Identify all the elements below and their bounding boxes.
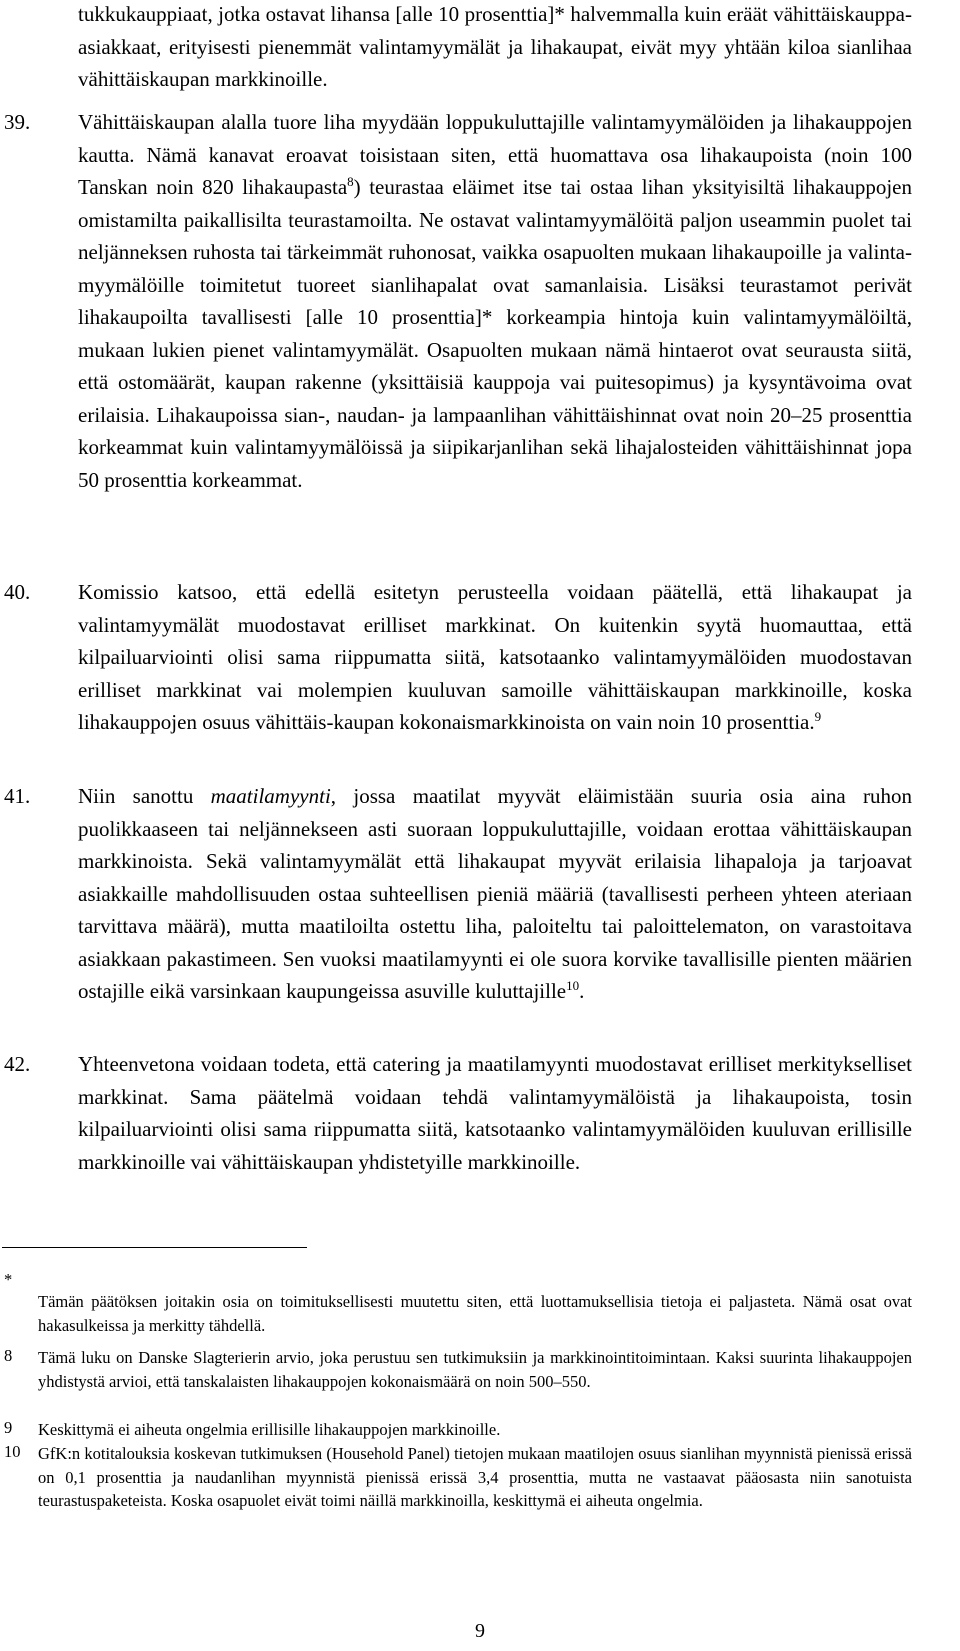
paragraph-text: tukkukauppiaat, jotka ostavat lihansa [alle 10 prosenttia]* halvemmalla kuin eräät vähittäiskauppa-asiakkaat, erityisesti pienemmät valintamyymälät ja lihakaupat, eivät myy yhtään kiloa sianlihaa vähittäiskaupan markkinoille. (78, 2, 912, 91)
footnote-separator (2, 1247, 307, 1248)
paragraph-text: Yhteenvetona voidaan todeta, että catering ja maatilamyynti muodostavat erilliset merkitykselliset markkinat. Sama päätelmä voidaan tehdä valintamyymälöistä ja lihakaupoista, tosin kilpailuarviointi olisi sama riippumatta siitä, katsotaanko valintamyymälöiden kuuluvan erillisille markkinoille vai vähittäiskaupan yhdistetyille markkinoille. (78, 1052, 912, 1174)
page-number: 9 (475, 1620, 485, 1642)
footnote-text: Keskittymä ei aiheuta ongelmia erillisille lihakauppojen markkinoille. (38, 1420, 501, 1439)
paragraph-40 (78, 576, 912, 739)
paragraph-text: . (579, 979, 585, 1003)
paragraph-text: , jossa maatilat myyvät eläimistään suuria osia aina ruhon puolikkaaseen tai neljännekseen asti suoraan loppukuluttajille, voidaan erottaa vähittäiskaupan markkinoista. Sekä valintamyymälät että lihakaupat myyvät erilaisia lihapaloja ja tarjoavat asiakkaille mahdollisuuden ostaa suhteellisen pieniä määriä (tavallisesti perheen yhteen ateriaan tarvittava määrä), mutta maatiloilta ostettu liha, paloiteltu tai paloittelematon, on varastoitava asiakkaan pakastimeen. Sen vuoksi maatilamyynti ei ole suora korvike tavallisille pienten määrien ostajille eikä varsinkaan kaupungeissa asuville kuluttajille (78, 784, 912, 1003)
paragraph-number: 41. (4, 784, 31, 808)
paragraph-number: 39. (4, 110, 31, 134)
paragraph-number: 42. (4, 1052, 31, 1076)
footnote-mark: 8 (4, 1346, 13, 1365)
footnote-text: GfK:n kotitalouksia koskevan tutkimuksen (Household Panel) tietojen mukaan maatilojen osuus sianlihan myynnistä pienissä erissä on 0,1 prosenttia ja naudanlihan myynnistä pienissä erissä 3,4 prosenttia, mutta ne vastaavat pääosasta niin sanotuista teurastuspaketeista. Koska osapuolet eivät toimi näillä markkinoilla, keskittymä ei aiheuta ongelmia. (38, 1444, 912, 1510)
footnote-ref[interactable]: 8 (347, 174, 354, 189)
paragraph-41 (78, 780, 912, 1008)
footnote-mark: * (4, 1270, 13, 1289)
italic-term: maatilamyynti (210, 784, 331, 808)
paragraph-text: Niin sanottu (78, 784, 211, 808)
footnote-ref[interactable]: 10 (566, 978, 580, 993)
paragraph-continuation (78, 0, 912, 96)
paragraph-text: ) teurastaa eläimet itse tai ostaa lihan yksityisiltä lihakauppojen omistamilta paikallisilta teurastamoilta. Ne ostavat valintamyymälöitä paljon useammin puolet tai neljänneksen ruhosta tai tärkeimmät ruhonosat, vaikka osapuolten mukaan lihakaupoille ja valinta-myymälöille toimitetut tuoreet sianlihapalat ovat samanlaisia. Lisäksi teurastamot perivät lihakaupoilta tavallisesti [alle 10 prosenttia]* korkeampia hintoja kuin valintamyymälöiltä, mukaan lukien pienet valintamyymälät. Osapuolten mukaan nämä hintaerot ovat seurausta siitä, että ostomäärät, kaupan rakenne (yksittäisiä kauppoja vai puitesopimus) ja kysyntävoima ovat erilaisia. Lihakaupoissa sian-, naudan- ja lampaanlihan vähittäishinnat ovat noin 20–25 prosenttia korkeammat kuin valintamyymälöissä ja siipikarjanlihan sekä lihajalosteiden vähittäishinnat jopa 50 prosenttia korkeammat. (78, 175, 912, 492)
footnote-text: Tämä luku on Danske Slagterierin arvio, joka perustuu sen tutkimuksiin ja markkinointitoimintaan. Kaksi suurinta lihakauppojen yhdistystä arvioi, että tanskalaisten lihakauppojen kokonaismäärä on noin 500–550. (38, 1348, 912, 1391)
paragraph-number: 40. (4, 580, 31, 604)
footnote-text: Tämän päätöksen joitakin osia on toimituksellisesti muutettu siten, että luottamuksellisia tietoja ei paljasteta. Nämä osat ovat hakasulkeissa ja merkitty tähdellä. (38, 1292, 912, 1335)
footnote-mark: 9 (4, 1418, 13, 1437)
paragraph-42 (78, 1048, 912, 1178)
footnote-ref[interactable]: 9 (814, 709, 822, 724)
paragraph-39 (78, 106, 912, 496)
footnote-mark: 10 (4, 1442, 21, 1461)
paragraph-text: Komissio katsoo, että edellä esitetyn perusteella voidaan päätellä, että lihakaupat ja valintamyymälät muodostavat erilliset markkinat. On kuitenkin syytä huomauttaa, että kilpailuarviointi olisi sama riippumatta siitä, katsotaanko valintamyymälöiden muodostavan erilliset markkinat vai molempien kuuluvan samoille vähittäiskaupan markkinoille, koska lihakauppojen osuus vähittäis-kaupan kokonaismarkkinoista on vain noin 10 prosenttia. (78, 580, 912, 734)
paragraph-text: Vähittäiskaupan alalla tuore liha myydään loppukuluttajille valintamyymälöiden ja lihakauppojen kautta. Nämä kanavat eroavat toisistaan siten, että huomattava osa lihakaupoista (noin 100 Tanskan noin 820 lihakaupasta (78, 110, 912, 199)
